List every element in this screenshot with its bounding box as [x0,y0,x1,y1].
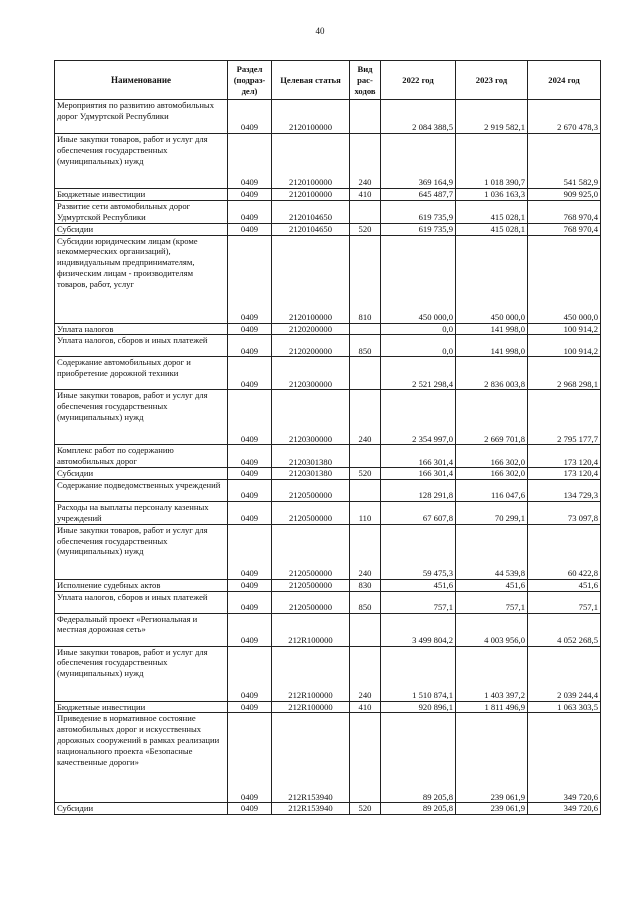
row-target: 2120100000 [272,134,350,189]
row-section: 0409 [228,390,272,445]
row-2024: 173 120,4 [528,468,601,480]
table-row [55,357,601,390]
row-2024: 909 925,0 [528,189,601,201]
row-type [350,445,381,468]
row-section: 0409 [228,445,272,468]
row-2022: 451,6 [381,579,456,591]
row-type [350,200,381,223]
row-type: 110 [350,502,381,525]
row-type [350,613,381,646]
row-2023: 415 028,1 [456,200,528,223]
row-2023: 141 998,0 [456,323,528,335]
header-2023: 2023 год [456,61,528,100]
row-target: 2120500000 [272,480,350,502]
row-2022: 89 205,8 [381,713,456,803]
row-name: Иные закупки товаров, работ и услуг для обеспечения государственных (муниципальных) нужд [55,524,228,579]
row-2023: 239 061,9 [456,803,528,815]
row-2024: 100 914,2 [528,335,601,357]
row-name: Приведение в нормативное состояние автомобильных дорог и искусственных дорожных сооружений в рамках реализации национального проекта «Безопасные качественные дороги» [55,713,228,803]
row-type: 850 [350,335,381,357]
table-row [55,591,601,613]
table-row [55,200,601,223]
row-target: 2120301380 [272,468,350,480]
row-section: 0409 [228,613,272,646]
table-row [55,713,601,803]
row-name: Комплекс работ по содержанию автомобильных дорог [55,445,228,468]
row-name: Уплата налогов, сборов и иных платежей [55,335,228,357]
row-2024: 2 968 298,1 [528,357,601,390]
row-name: Бюджетные инвестиции [55,189,228,201]
row-2022: 59 475,3 [381,524,456,579]
row-2022: 3 499 804,2 [381,613,456,646]
row-target: 212R153940 [272,713,350,803]
row-type: 830 [350,579,381,591]
table-row [55,803,601,815]
row-2024: 349 720,6 [528,803,601,815]
row-name: Исполнение судебных актов [55,579,228,591]
row-target: 212R153940 [272,803,350,815]
row-target: 2120200000 [272,323,350,335]
row-name: Развитие сети автомобильных дорог Удмуртской Республики [55,200,228,223]
row-name: Субсидии [55,223,228,235]
row-2022: 67 607,8 [381,502,456,525]
table-row [55,445,601,468]
row-name: Иные закупки товаров, работ и услуг для обеспечения государственных (муниципальных) нужд [55,646,228,701]
row-type: 240 [350,134,381,189]
table-row [55,502,601,525]
row-2022: 166 301,4 [381,468,456,480]
row-2023: 44 539,8 [456,524,528,579]
row-2023: 757,1 [456,591,528,613]
row-section: 0409 [228,357,272,390]
row-section: 0409 [228,468,272,480]
row-type [350,480,381,502]
row-type [350,100,381,134]
row-target: 212R100000 [272,701,350,713]
header-row [55,61,601,100]
row-section: 0409 [228,200,272,223]
row-2024: 2 670 478,3 [528,100,601,134]
row-name: Федеральный проект «Региональная и местная дорожная сеть» [55,613,228,646]
row-section: 0409 [228,480,272,502]
row-section: 0409 [228,100,272,134]
table-row [55,646,601,701]
row-2023: 450 000,0 [456,235,528,323]
table-row [55,335,601,357]
row-name: Субсидии юридическим лицам (кроме некоммерческих организаций), индивидуальным предпринимателям, физическим лицам - производителям товаров, работ, услуг [55,235,228,323]
row-2023: 415 028,1 [456,223,528,235]
row-name: Бюджетные инвестиции [55,701,228,713]
row-2023: 166 302,0 [456,468,528,480]
table-row [55,701,601,713]
row-2022: 166 301,4 [381,445,456,468]
row-2024: 134 729,3 [528,480,601,502]
row-2022: 757,1 [381,591,456,613]
row-type: 850 [350,591,381,613]
row-name: Иные закупки товаров, работ и услуг для обеспечения государственных (муниципальных) нужд [55,390,228,445]
table-row [55,100,601,134]
row-2023: 451,6 [456,579,528,591]
table-row [55,223,601,235]
row-section: 0409 [228,235,272,323]
row-name: Субсидии [55,803,228,815]
row-target: 2120500000 [272,524,350,579]
row-target: 2120100000 [272,100,350,134]
row-2024: 541 582,9 [528,134,601,189]
row-target: 2120301380 [272,445,350,468]
row-target: 2120500000 [272,502,350,525]
row-section: 0409 [228,189,272,201]
row-target: 2120300000 [272,357,350,390]
row-2023: 4 003 956,0 [456,613,528,646]
row-2022: 128 291,8 [381,480,456,502]
row-2024: 60 422,8 [528,524,601,579]
row-2023: 1 403 397,2 [456,646,528,701]
row-2024: 450 000,0 [528,235,601,323]
row-section: 0409 [228,646,272,701]
row-2022: 1 510 874,1 [381,646,456,701]
row-2022: 2 354 997,0 [381,390,456,445]
row-2022: 369 164,9 [381,134,456,189]
row-section: 0409 [228,579,272,591]
row-type [350,323,381,335]
table-row [55,390,601,445]
row-2024: 4 052 268,5 [528,613,601,646]
row-target: 2120104650 [272,223,350,235]
row-name: Уплата налогов [55,323,228,335]
table-row [55,134,601,189]
table-row [55,323,601,335]
row-target: 2120200000 [272,335,350,357]
header-2022: 2022 год [381,61,456,100]
row-section: 0409 [228,701,272,713]
row-2022: 619 735,9 [381,223,456,235]
header-target: Целевая статья [272,61,350,100]
row-2024: 768 970,4 [528,223,601,235]
row-target: 2120300000 [272,390,350,445]
row-name: Расходы на выплаты персоналу казенных учреждений [55,502,228,525]
table-row [55,468,601,480]
row-2022: 0,0 [381,335,456,357]
row-2023: 239 061,9 [456,713,528,803]
row-type: 240 [350,524,381,579]
row-2023: 2 669 701,8 [456,390,528,445]
row-2022: 450 000,0 [381,235,456,323]
header-name: Наименование [55,61,228,100]
table-row [55,189,601,201]
row-section: 0409 [228,335,272,357]
row-type: 520 [350,803,381,815]
row-2023: 116 047,6 [456,480,528,502]
row-2024: 757,1 [528,591,601,613]
row-2022: 619 735,9 [381,200,456,223]
row-type: 520 [350,223,381,235]
row-type: 240 [350,646,381,701]
row-2023: 1 018 390,7 [456,134,528,189]
row-type: 520 [350,468,381,480]
row-name: Содержание подведомственных учреждений [55,480,228,502]
page-number: 40 [315,26,325,36]
row-target: 2120100000 [272,235,350,323]
row-2022: 920 896,1 [381,701,456,713]
row-2024: 2 795 177,7 [528,390,601,445]
table-row [55,524,601,579]
row-target: 2120500000 [272,579,350,591]
row-2022: 2 084 388,5 [381,100,456,134]
row-2024: 349 720,6 [528,713,601,803]
row-2024: 2 039 244,4 [528,646,601,701]
row-2022: 89 205,8 [381,803,456,815]
row-target: 2120104650 [272,200,350,223]
row-type: 240 [350,390,381,445]
row-2024: 173 120,4 [528,445,601,468]
row-name: Уплата налогов, сборов и иных платежей [55,591,228,613]
budget-table [54,60,601,815]
row-2024: 1 063 303,5 [528,701,601,713]
row-name: Мероприятия по развитию автомобильных дорог Удмуртской Республики [55,100,228,134]
row-section: 0409 [228,323,272,335]
row-2024: 451,6 [528,579,601,591]
header-2024: 2024 год [528,61,601,100]
row-2024: 768 970,4 [528,200,601,223]
row-type: 810 [350,235,381,323]
row-target: 212R100000 [272,646,350,701]
row-section: 0409 [228,524,272,579]
row-name: Субсидии [55,468,228,480]
row-2024: 73 097,8 [528,502,601,525]
row-2023: 166 302,0 [456,445,528,468]
row-type [350,713,381,803]
row-section: 0409 [228,803,272,815]
row-2023: 1 811 496,9 [456,701,528,713]
row-type: 410 [350,701,381,713]
row-section: 0409 [228,591,272,613]
table-row [55,579,601,591]
row-target: 2120100000 [272,189,350,201]
row-section: 0409 [228,134,272,189]
row-section: 0409 [228,223,272,235]
header-section: Раздел (подраз-дел) [228,61,272,100]
row-2024: 100 914,2 [528,323,601,335]
table-row [55,235,601,323]
row-section: 0409 [228,502,272,525]
table-row [55,480,601,502]
table-row [55,613,601,646]
row-2022: 2 521 298,4 [381,357,456,390]
row-2022: 0,0 [381,323,456,335]
row-2022: 645 487,7 [381,189,456,201]
row-name: Содержание автомобильных дорог и приобретение дорожной техники [55,357,228,390]
row-2023: 2 836 003,8 [456,357,528,390]
row-target: 212R100000 [272,613,350,646]
row-section: 0409 [228,713,272,803]
row-2023: 141 998,0 [456,335,528,357]
row-type [350,357,381,390]
row-2023: 2 919 582,1 [456,100,528,134]
row-2023: 70 299,1 [456,502,528,525]
row-target: 2120500000 [272,591,350,613]
header-type: Вид рас-ходов [350,61,381,100]
row-2023: 1 036 163,3 [456,189,528,201]
row-name: Иные закупки товаров, работ и услуг для обеспечения государственных (муниципальных) нужд [55,134,228,189]
row-type: 410 [350,189,381,201]
